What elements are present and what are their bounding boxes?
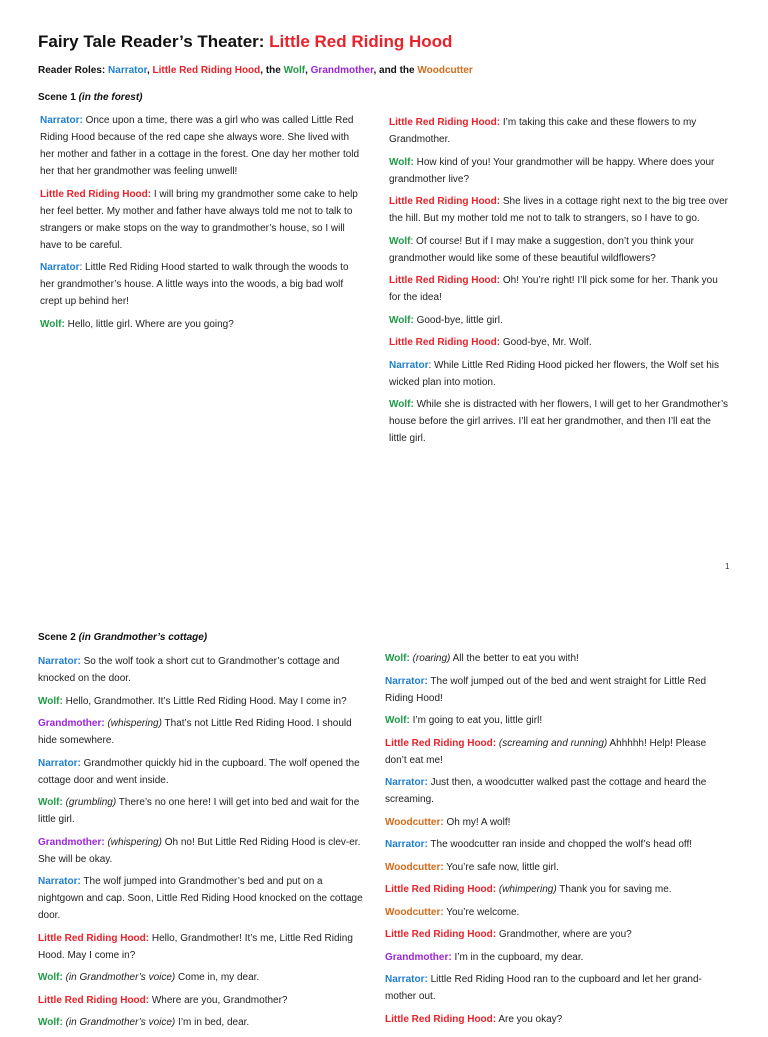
scene-1-label: Scene 1	[38, 92, 79, 103]
dialogue-line	[38, 873, 366, 924]
page-title	[38, 32, 452, 52]
speaker-lrrh: Little Red Riding Hood:	[38, 932, 150, 944]
role-grandmother: Grandmother	[310, 65, 374, 76]
dialogue-line	[389, 154, 729, 188]
speaker-narrator: Narrator:	[38, 876, 81, 887]
dialogue-line	[385, 859, 730, 876]
dialogue-text: Once upon a time, there was a girl who was called Little Red Riding Hood because of the red cape she always wore. She lived with her mother and father in a cottage in the forest. One day her mother told her that her grandmother was feeling unwell!	[40, 115, 360, 177]
role-woodcutter: Woodcutter	[417, 65, 473, 76]
dialogue-text: Little Red Riding Hood ran to the cupboard and let her grand-mother out.	[385, 974, 702, 1002]
page-break	[0, 598, 768, 620]
scene-1-heading	[38, 92, 142, 103]
speaker-grandmother: Grandmother:	[385, 951, 452, 963]
dialogue-text: Thank you for saving me.	[556, 884, 672, 895]
scene-1-right-column	[389, 114, 729, 453]
dialogue-text: : While Little Red Riding Hood picked her flowers, the Wolf set his wicked plan into motion.	[389, 359, 719, 388]
dialogue-text: : Of course! But if I may make a suggestion, don’t you think your grandmother would like some of these beautiful wildflowers?	[389, 235, 694, 264]
dialogue-text: Where are you, Grandmother?	[149, 994, 288, 1006]
dialogue-text: Hello, Grandmother! It’s me, Little Red Riding Hood. May I come in?	[38, 932, 353, 961]
speaker-lrrh: Little Red Riding Hood:	[385, 884, 497, 895]
dialogue-line	[40, 186, 362, 254]
dialogue-text: Good-bye, Mr. Wolf.	[500, 337, 592, 348]
dialogue-text: Are you okay?	[496, 1013, 563, 1025]
dialogue-line	[385, 814, 730, 831]
speaker-lrrh: Little Red Riding Hood:	[389, 275, 501, 286]
speaker-woodcutter: Woodcutter:	[385, 906, 444, 918]
dialogue-text: She lives in a cottage right next to the big tree over the hill. But my mother told me not to talk to strangers, so I have to go.	[389, 196, 729, 224]
speaker-grandmother: Grandmother:	[38, 836, 105, 848]
speaker-lrrh: Little Red Riding Hood:	[385, 737, 497, 749]
roles-sep-the: , the	[260, 65, 284, 76]
dialogue-text: That’s not Little Red Riding Hood. I should hide somewhere.	[38, 718, 352, 746]
dialogue-text: Grandmother, where are you?	[496, 929, 632, 940]
dialogue-line	[385, 673, 730, 707]
scene-2-left-column	[38, 653, 366, 1037]
dialogue-text: Hello, Grandmother. It’s Little Red Riding Hood. May I come in?	[62, 695, 347, 707]
speaker-narrator: Narrator:	[385, 777, 428, 788]
dialogue-text: You’re safe now, little girl.	[443, 861, 559, 873]
speaker-wolf: Wolf:	[38, 972, 63, 983]
dialogue-text: The woodcutter ran inside and chopped the wolf’s head off!	[427, 839, 693, 850]
scene-2-label: Scene 2	[38, 632, 79, 643]
dialogue-text: I’m taking this cake and these flowers to my Grandmother.	[389, 117, 697, 145]
speaker-narrator: Narrator:	[40, 115, 83, 126]
scene-1-setting: (in the forest)	[78, 92, 143, 103]
speaker-narrator: Narrator:	[385, 675, 428, 687]
dialogue-line	[38, 969, 366, 986]
dialogue-text: Hello, little girl. Where are you going?	[64, 318, 234, 330]
speaker-narrator: Narrator:	[38, 757, 81, 769]
dialogue-text: Grandmother quickly hid in the cupboard. The wolf opened the cottage door and went inside.	[38, 757, 360, 786]
dialogue-text: The wolf jumped into Grandmother’s bed and put on a nightgown and cap. Soon, Little Red Riding Hood knocked on the cottage door.	[38, 876, 363, 921]
dialogue-line	[385, 735, 730, 769]
dialogue-text: : Little Red Riding Hood started to walk through the woods to her grandmother’s house. A little ways into the woods, a big bad wolf crept up behind her!	[40, 262, 349, 307]
title-highlight: Little Red Riding Hood	[269, 32, 453, 51]
speaker-narrator: Narrator:	[385, 839, 428, 850]
dialogue-line	[389, 233, 729, 267]
role-narrator: Narrator	[108, 65, 147, 76]
dialogue-text: I will bring my grandmother some cake to help her feel better. My mother and father have always told me not to talk to strangers or make stops on the way to grandmother’s house, so I will have to be careful.	[40, 188, 358, 251]
dialogue-line	[385, 881, 730, 898]
dialogue-text: How kind of you! Your grandmother will be happy. Where does your grandmother live?	[389, 156, 715, 185]
dialogue-line	[389, 114, 729, 148]
page-number: 1	[725, 562, 730, 571]
speaker-wolf: Wolf:	[389, 314, 414, 326]
dialogue-text: Good-bye, little girl.	[413, 314, 503, 326]
stage-direction: (whispering)	[104, 718, 162, 729]
dialogue-line	[385, 904, 730, 921]
dialogue-line	[389, 312, 729, 329]
roles-sep-and-the: , and the	[373, 65, 418, 76]
title-prefix: Fairy Tale Reader’s Theater:	[38, 32, 270, 51]
stage-direction: (in Grandmother’s voice)	[62, 972, 176, 983]
speaker-wolf: Wolf:	[38, 1017, 63, 1028]
dialogue-line	[385, 712, 730, 729]
dialogue-text: All the better to eat you with!	[450, 653, 579, 664]
dialogue-line	[385, 926, 730, 943]
scene-2-setting: (in Grandmother’s cottage)	[78, 632, 208, 643]
speaker-wolf: Wolf:	[389, 399, 414, 410]
speaker-wolf: Wolf:	[40, 318, 65, 330]
dialogue-line	[38, 715, 366, 749]
stage-direction: (in Grandmother’s voice)	[62, 1017, 176, 1028]
speaker-grandmother: Grandmother:	[38, 718, 105, 729]
dialogue-text: You’re welcome.	[443, 906, 520, 918]
dialogue-text: Come in, my dear.	[175, 972, 260, 983]
dialogue-line	[389, 272, 729, 306]
dialogue-line	[385, 1011, 730, 1028]
dialogue-line	[40, 112, 362, 180]
reader-roles: Reader Roles: Narrator, Little Red Riding Hood, the Wolf, Grandmother, and the Woodcutter	[38, 65, 473, 76]
speaker-narrator: Narrator:	[38, 656, 81, 667]
speaker-wolf: Wolf:	[385, 715, 410, 726]
dialogue-line	[38, 653, 366, 687]
speaker-lrrh: Little Red Riding Hood:	[389, 337, 501, 348]
stage-direction: (grumbling)	[62, 797, 117, 808]
dialogue-text: I’m in bed, dear.	[175, 1017, 250, 1028]
dialogue-line	[40, 316, 362, 333]
dialogue-text: So the wolf took a short cut to Grandmother’s cottage and knocked on the door.	[38, 656, 340, 684]
speaker-wolf: Wolf:	[38, 695, 63, 707]
dialogue-line	[38, 794, 366, 828]
scene-2-right-column	[385, 650, 730, 1033]
dialogue-text: Ahhhhh! Help! Please don’t eat me!	[385, 737, 707, 766]
dialogue-text: Oh my! A wolf!	[443, 816, 511, 828]
speaker-lrrh: Little Red Riding Hood:	[385, 929, 497, 940]
scene-2-heading	[38, 632, 207, 643]
dialogue-line	[389, 396, 729, 447]
dialogue-line	[38, 693, 366, 710]
dialogue-text: The wolf jumped out of the bed and went straight for Little Red Riding Hood!	[385, 675, 707, 704]
speaker-lrrh: Little Red Riding Hood:	[385, 1013, 497, 1025]
dialogue-line	[38, 834, 366, 868]
speaker-narrator: Narrator:	[385, 974, 428, 985]
dialogue-line	[38, 930, 366, 964]
dialogue-text: I’m in the cupboard, my dear.	[451, 951, 584, 963]
speaker-woodcutter: Woodcutter:	[385, 861, 444, 873]
dialogue-text: There’s no one here! I will get into bed and wait for the little girl.	[38, 797, 360, 825]
stage-direction: (whispering)	[104, 836, 162, 848]
roles-label: Reader Roles:	[38, 65, 109, 76]
speaker-narrator: Narrator	[40, 262, 80, 273]
dialogue-line	[385, 836, 730, 853]
dialogue-text: While she is distracted with her flowers, I will get to her Grandmother’s house before the girl arrives. I’ll eat her grandmother, and then I’ll eat the little girl.	[389, 399, 729, 444]
stage-direction: (screaming and running)	[496, 737, 608, 749]
dialogue-line	[389, 357, 729, 391]
speaker-lrrh: Little Red Riding Hood:	[389, 196, 501, 207]
dialogue-line	[38, 992, 366, 1009]
dialogue-text: Just then, a woodcutter walked past the cottage and heard the screaming.	[385, 777, 707, 805]
dialogue-line	[389, 193, 729, 227]
dialogue-line	[385, 650, 730, 667]
dialogue-line	[40, 259, 362, 310]
speaker-lrrh: Little Red Riding Hood:	[40, 188, 152, 200]
speaker-wolf: Wolf	[389, 235, 411, 247]
role-lrrh: Little Red Riding Hood	[152, 65, 261, 76]
dialogue-line	[385, 774, 730, 808]
speaker-woodcutter: Woodcutter:	[385, 816, 444, 828]
speaker-wolf: Wolf:	[389, 156, 414, 168]
dialogue-line	[385, 971, 730, 1005]
scene-1-left-column	[40, 112, 362, 338]
speaker-wolf: Wolf:	[38, 797, 63, 808]
dialogue-line	[385, 949, 730, 966]
dialogue-text: Oh! You’re right! I’ll pick some for her. Thank you for the idea!	[389, 275, 718, 303]
dialogue-text: Oh no! But Little Red Riding Hood is clev-er. She will be okay.	[38, 836, 361, 865]
dialogue-line	[38, 755, 366, 789]
dialogue-line	[38, 1014, 366, 1031]
role-wolf: Wolf	[283, 65, 306, 76]
speaker-lrrh: Little Red Riding Hood:	[38, 994, 150, 1006]
stage-direction: (roaring)	[409, 653, 451, 664]
dialogue-line	[389, 334, 729, 351]
speaker-lrrh: Little Red Riding Hood:	[389, 117, 501, 128]
stage-direction: (whimpering)	[496, 884, 557, 895]
dialogue-text: I’m going to eat you, little girl!	[409, 715, 543, 726]
speaker-wolf: Wolf:	[385, 653, 410, 664]
speaker-narrator: Narrator	[389, 359, 429, 371]
